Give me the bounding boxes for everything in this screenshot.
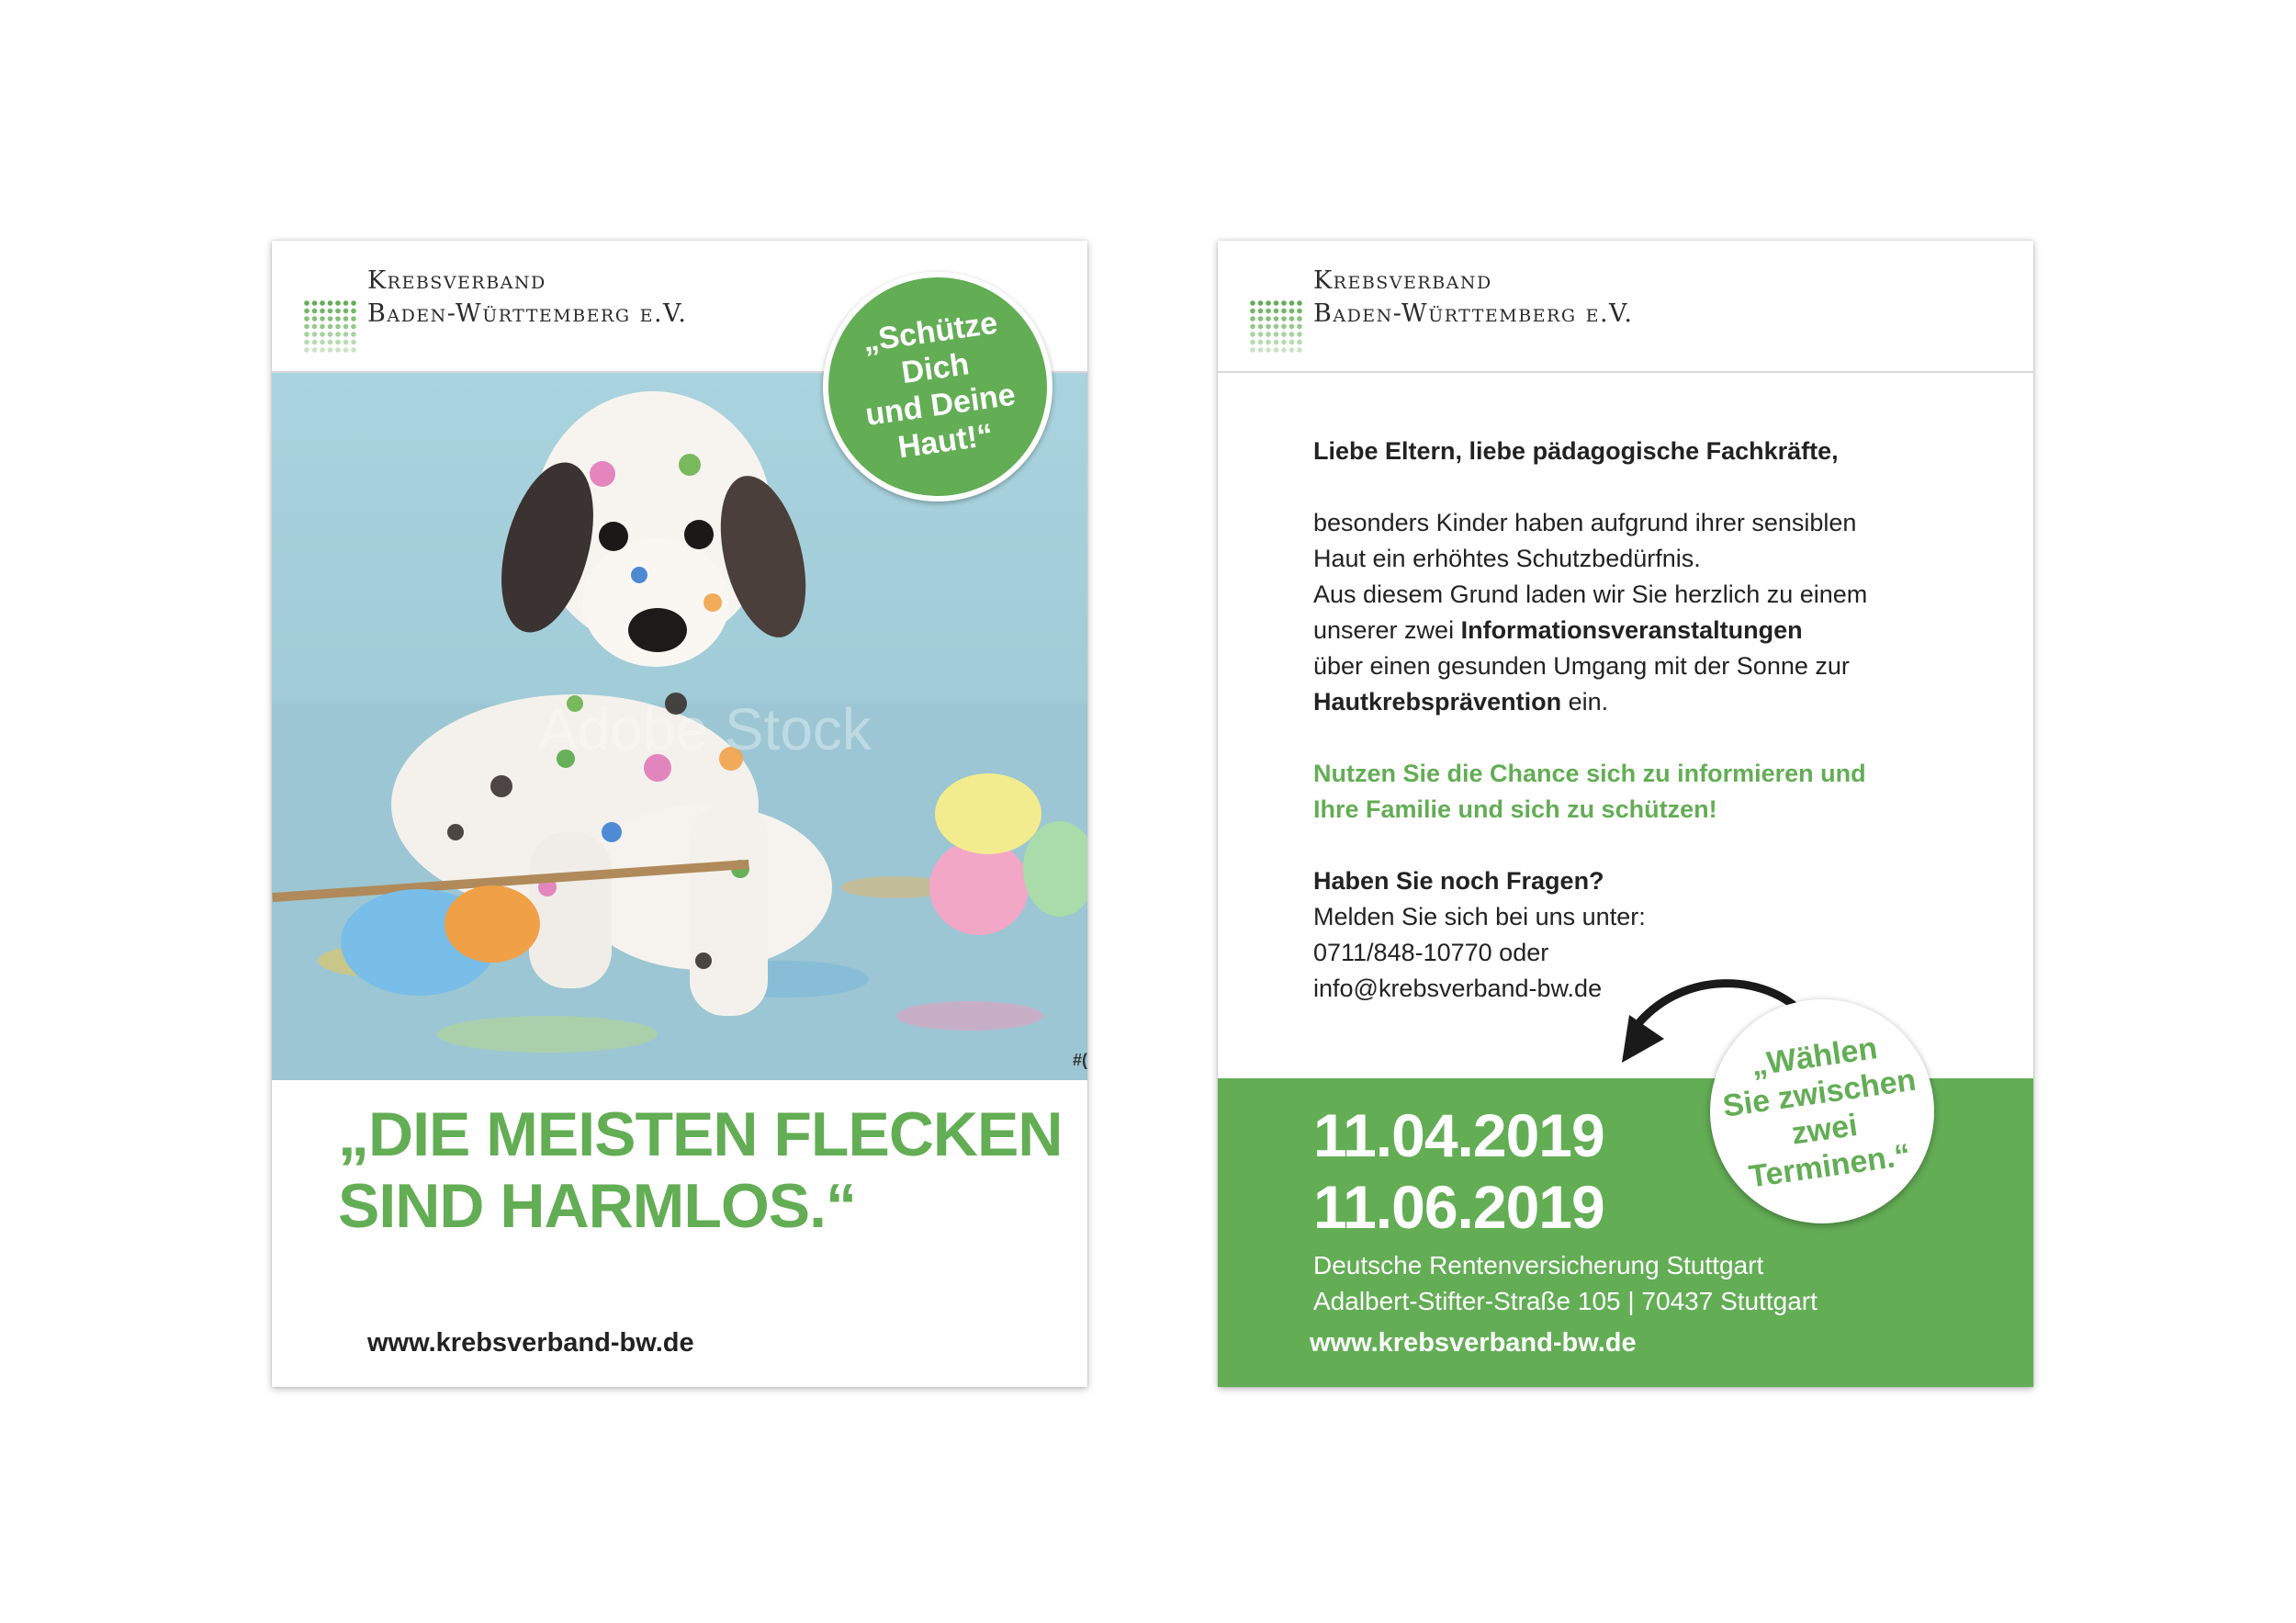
logo-dot xyxy=(1258,324,1264,330)
logo-dot xyxy=(328,300,333,306)
logo-dot xyxy=(328,316,333,321)
body-text: Haut ein erhöhtes Schutzbedürfnis. xyxy=(1313,545,1701,572)
logo-dot xyxy=(320,347,325,353)
logo-dot xyxy=(351,347,356,353)
logo-dot xyxy=(1274,340,1279,345)
badge-text: „Schütze Dich und Deine Haut!“ xyxy=(861,305,1018,466)
body-line xyxy=(1313,577,1975,613)
logo-dot xyxy=(1274,324,1279,330)
event-date-2: 11.06.2019 xyxy=(1313,1173,1604,1241)
logo-dot xyxy=(1289,332,1295,337)
body-line xyxy=(1313,541,1975,577)
venue-address: Adalbert-Stifter-Straße 105 | 70437 Stuttgart xyxy=(1313,1287,1818,1315)
questions-heading: Haben Sie noch Fragen? xyxy=(1313,867,1604,895)
logo-dot xyxy=(1266,316,1271,321)
logo-dot xyxy=(320,309,325,314)
logo-dot xyxy=(1258,332,1264,337)
logo-dot xyxy=(304,347,310,353)
logo-dot xyxy=(1289,300,1295,306)
protect-skin-badge xyxy=(823,272,1052,502)
logo-dot xyxy=(1281,316,1287,321)
logo-dot xyxy=(1297,340,1302,345)
logo-dot xyxy=(343,332,349,337)
logo-dot xyxy=(1289,309,1295,314)
logo-dot xyxy=(351,340,356,345)
logo-dot xyxy=(1297,316,1302,321)
logo-text xyxy=(367,265,687,331)
logo-dot xyxy=(1281,300,1287,306)
logo-dot xyxy=(1250,340,1255,345)
logo-dot xyxy=(304,340,310,345)
logo-dot xyxy=(1297,347,1302,353)
body-text: Aus diesem Grund laden wir Sie herzlich zu einem xyxy=(1313,580,1868,608)
body-line xyxy=(1313,684,1975,720)
logo-dot xyxy=(1250,347,1255,353)
logo-dot xyxy=(1297,300,1302,306)
logo-dot xyxy=(1281,309,1287,314)
logo-dot xyxy=(1258,316,1264,321)
body-line xyxy=(1313,505,1975,541)
logo-dot xyxy=(351,309,356,314)
logo-dot xyxy=(320,316,325,321)
logo-dot xyxy=(1250,332,1255,337)
photo-corner-tag: #( xyxy=(1072,1051,1087,1069)
logo-dot xyxy=(1266,300,1271,306)
logo-dot xyxy=(1274,332,1279,337)
logo-dot xyxy=(1274,316,1279,321)
flyer-front xyxy=(272,241,1087,1387)
logo-line-1: Krebsverband xyxy=(367,266,546,295)
logo-dot xyxy=(343,347,349,353)
logo-dot xyxy=(1289,324,1295,330)
logo-dot xyxy=(335,332,341,337)
logo-dot xyxy=(312,332,318,337)
logo-line-2: Baden-Württemberg e.V. xyxy=(367,299,688,328)
logo-dot xyxy=(1297,332,1302,337)
logo-dot xyxy=(351,300,356,306)
logo-dot xyxy=(1281,324,1287,330)
logo-dot xyxy=(328,332,333,337)
logo-dot xyxy=(1258,300,1264,306)
body-text: über einen gesunden Umgang mit der Sonne zur xyxy=(1313,652,1850,680)
flyer-header xyxy=(1218,241,2033,373)
logo-dot xyxy=(343,300,349,306)
event-venue xyxy=(1313,1247,1818,1319)
logo-dot xyxy=(335,324,341,330)
logo-dot xyxy=(1266,347,1271,353)
logo-dot xyxy=(1258,309,1264,314)
logo-dot xyxy=(343,316,349,321)
logo-dot xyxy=(1250,300,1255,306)
logo-dot xyxy=(1281,347,1287,353)
logo-dot xyxy=(312,324,318,330)
greeting: Liebe Eltern, liebe pädagogische Fachkräfte, xyxy=(1313,437,1839,465)
logo-dot xyxy=(312,316,318,321)
back-website-link[interactable]: www.krebsverband-bw.de xyxy=(1310,1328,1637,1358)
logo-dot xyxy=(1281,332,1287,337)
logo-dots-icon xyxy=(303,299,358,355)
logo-dot xyxy=(343,309,349,314)
logo-dot xyxy=(328,340,333,345)
logo-dot xyxy=(335,340,341,345)
logo-dot xyxy=(1297,324,1302,330)
logo-dot xyxy=(1250,309,1255,314)
logo-line-2: Baden-Württemberg e.V. xyxy=(1313,299,1634,328)
logo-dot xyxy=(1289,340,1295,345)
logo-dot xyxy=(1289,316,1295,321)
logo-dot xyxy=(1266,332,1271,337)
logo-dot xyxy=(1274,309,1279,314)
body-text: besonders Kinder haben aufgrund ihrer sensiblen xyxy=(1313,509,1857,536)
logo-dot xyxy=(1289,347,1295,353)
logo-dot xyxy=(335,300,341,306)
logo-dot xyxy=(328,324,333,330)
logo-dot xyxy=(1258,347,1264,353)
logo-dot xyxy=(304,324,310,330)
logo-dot xyxy=(1266,340,1271,345)
front-website-link[interactable]: www.krebsverband-bw.de xyxy=(367,1328,694,1358)
body-bold: Hautkrebsprävention xyxy=(1313,688,1562,716)
venue-name: Deutsche Rentenversicherung Stuttgart xyxy=(1313,1251,1764,1279)
logo-dot xyxy=(1250,324,1255,330)
body-bold: Informationsveranstaltungen xyxy=(1460,616,1803,644)
logo-dot xyxy=(351,332,356,337)
logo-dot xyxy=(335,347,341,353)
logo-dot xyxy=(320,300,325,306)
logo-dot xyxy=(1281,340,1287,345)
logo-dot xyxy=(320,324,325,330)
logo-dot xyxy=(1250,316,1255,321)
logo-dot xyxy=(320,340,325,345)
badge-text: „Wählen Sie zwischen zwei Terminen.“ xyxy=(1720,1031,1919,1195)
logo-dot xyxy=(328,309,333,314)
front-headline: „DIE MEISTEN FLECKEN SIND HARMLOS.“ xyxy=(338,1099,1063,1241)
contact-intro: Melden Sie sich bei uns unter: xyxy=(1313,903,1646,930)
logo-dot xyxy=(304,309,310,314)
body-line xyxy=(1313,648,1975,684)
logo-dot xyxy=(1274,300,1279,306)
logo-dot xyxy=(351,324,356,330)
logo-dot xyxy=(328,347,333,353)
logo-text xyxy=(1313,265,1633,331)
logo-dot xyxy=(312,340,318,345)
body-text: ein. xyxy=(1561,688,1609,716)
logo-dot xyxy=(320,332,325,337)
logo-dot xyxy=(343,340,349,345)
flyer-back xyxy=(1218,241,2033,1387)
call-to-action: Nutzen Sie die Chance sich zu informieren und Ihre Familie und sich zu schützen! xyxy=(1313,760,1866,823)
logo-dot xyxy=(312,300,318,306)
logo-dot xyxy=(312,347,318,353)
logo-dot xyxy=(1266,309,1271,314)
logo-dot xyxy=(351,316,356,321)
logo-dot xyxy=(335,309,341,314)
body-line xyxy=(1313,613,1975,648)
invitation-text xyxy=(1313,434,1975,1007)
logo-dot xyxy=(1274,347,1279,353)
logo-dot xyxy=(335,316,341,321)
logo-dot xyxy=(304,332,310,337)
contact-email[interactable]: info@krebsverband-bw.de xyxy=(1313,975,1603,1002)
choose-dates-badge xyxy=(1710,999,1934,1223)
logo-dot xyxy=(343,324,349,330)
logo-dot xyxy=(304,316,310,321)
contact-phone[interactable]: 0711/848-10770 oder xyxy=(1313,939,1549,966)
logo-dot xyxy=(1258,340,1264,345)
logo-dot xyxy=(312,309,318,314)
body-text: unserer zwei xyxy=(1313,616,1461,644)
photo-watermark: Adobe Stock xyxy=(538,696,872,762)
event-date-1: 11.04.2019 xyxy=(1313,1101,1604,1169)
logo-line-1: Krebsverband xyxy=(1313,266,1492,295)
logo-dot xyxy=(1297,309,1302,314)
logo-dots-icon xyxy=(1249,299,1304,355)
logo-dot xyxy=(1266,324,1271,330)
logo-dot xyxy=(304,300,310,306)
